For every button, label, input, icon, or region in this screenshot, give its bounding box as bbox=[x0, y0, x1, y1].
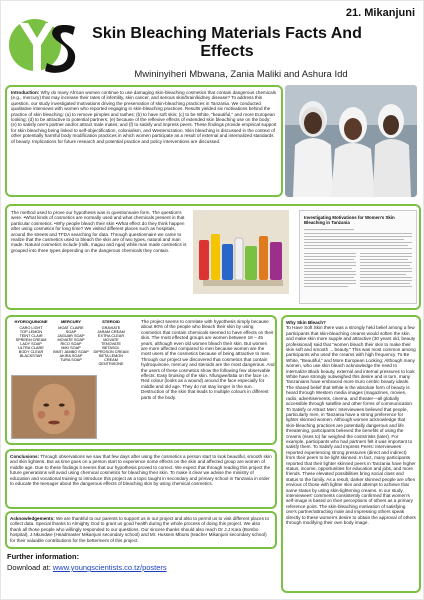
conclusions-heading: Conclusions: bbox=[10, 454, 40, 459]
table-column-mercury bbox=[51, 319, 91, 362]
poster-authors: Mwininyiheri Mbwana, Zania Maliki and Ashura Idd bbox=[134, 69, 348, 80]
table-header: MERCURY bbox=[60, 319, 82, 324]
introduction-body: Why do many African women continue to use damaging skin-bleaching cosmetics that contain dangerous chemicals (e.g., mercury) that may increase their rates of infertility, skin cancer, and serious skin/brain/kidney disease? To address this question, our study investigated motivations driving the preservation of skin-bleaching practices in Tanzania. We conducted qualitative interviews with women who reported engaging in skin-bleaching practices. Results yielded six motivations behind the practice of skin bleaching: (a) to remove pimples and rashes; (b) to have soft skin; (c) to be White, "beautiful," and more European looking; (d) to be attractive to potential partners; (e) because of the reflexive effects of extended skin bleaching use on the body; (e) to satisfy one's partner and/or attract male mates; and (f) to satisfy and impress peers. These findings provide empirical support for skin bleaching being linked to self-objectification, colonialism, and Westernization. Skin bleaching is discussed in the context of other potentially harmful body modification practices in which women participate as a result of external and internalized standards of beauty. Implications for future research and potential practice and policy interventions are discussed. bbox=[11, 90, 277, 144]
table-cell: BODY CLEAR bbox=[18, 350, 44, 354]
young-scientists-logo bbox=[7, 5, 79, 83]
table-cell: JAGUAR SOAP bbox=[57, 334, 85, 338]
table-cell: TOP LEMON bbox=[19, 330, 43, 334]
table-cell: TURA SOAP bbox=[60, 358, 82, 362]
acknowledgements-text bbox=[10, 516, 272, 543]
conclusions-body: Through observations we saw that few days after using the cosmetics a person start to look beautiful, smooth skin and skin lightens. But as time goes on a person start to experience some effects on the skin and affected group are women of middle age. Due to these findings it seems that our hypothesis proved to correct. We expect that through reading this project the future generations will avoid using chemical cosmetics for bleaching their skin. To make it clear we advise the ministry of education and vocational training to introduce this project as a topic taught in secondary and primary school in Tanzania in order to educate the teenager about the dangerous effects of bleaching skin by using chemical cosmetics. bbox=[10, 454, 272, 487]
table-header: HYDROQUINONE bbox=[14, 319, 48, 324]
cosmetic-products-photo bbox=[193, 210, 289, 294]
table-cell: GENTRISONE bbox=[98, 362, 124, 366]
why-skin-bleach-body: To Have Soft Skin there was a strongly held belief among a few participants that skin-bleaching creams would soften the skin and make skin more supple and attractive (30 years old, beauty professional) said that "women bleach their skin to make their skin soft and smooth ... beauty." This was most common among participants who used the creams with high frequency. To Be White, "Beautiful," and More European Looking: Although many women, who use skin bleach acknowledge the need to internalize Black beauty, external and internal pressures to look White have strongly outweighed this desire and in turn, many Tanzanians have embraced more Euro centric beauty ideals. The shared belief that White is the absolute form of beauty is heard through Western media images (magazines, movies, radio, advertisements, cinema, and theater—all globally accessible through satellite and other forms of communication. To Satisfy or Attract Men: Interviewees believed that people, particularly men, in Tanzania have a strong preference for lighter skinned women. Although women acknowledge that skin-bleaching practices are potentially dangerous and life threatening, participants believed the benefits of using the creams (rises to) far weighed the costs/risks (later). For example, participants who had partners felt it was important to satisfy them. To Satisfy and Impress Peers: Interviewees reported experiencing strong pressures (direct and indirect) from their peers to be light skinned. In fact, many participants reported that their lighter skinned peers in Tanzania have higher status, income, opportunities for education and jobs, and more friends. These elevated possibilities bring social class and status to the family. As a result, darker skinned people are often envious of those with lighter skin and attempt to achieve that same status by using skin-lightening creams. In our study, interviewees' comments consistently confirmed that women's self-image is based on their perceptions of others as a primary reference point. The skin-bleaching motivation of satisfying one's partner/attracting male and impressing others speak directly to these women's desire to obtain the approval of others through modifying their own body image. bbox=[286, 325, 416, 526]
conclusions-box bbox=[5, 449, 277, 509]
table-cell: AKIRA SOAP bbox=[59, 354, 83, 358]
table-cell: BINTI JAMBO SOAP bbox=[53, 350, 89, 354]
table-cell: BETASOL bbox=[102, 346, 120, 350]
table-cell: TEINT CLAIR bbox=[19, 334, 43, 338]
table-cell: SOAP bbox=[65, 330, 77, 334]
table-cell: RICO SOAP bbox=[60, 342, 82, 346]
table-cell: ULTRA CLARE bbox=[18, 346, 44, 350]
paper-title: Investigating Motivations for Women's Skin Bleaching in Tanzania bbox=[304, 215, 395, 225]
table-cell: TENOVATE bbox=[101, 342, 121, 346]
why-skin-bleach-heading: Why Skin Bleach? bbox=[286, 320, 326, 325]
results-box bbox=[5, 315, 277, 445]
table-cell: CREAM bbox=[104, 358, 118, 362]
table-cell: DIPROSON CREAM bbox=[93, 350, 129, 354]
skin-effects-photo bbox=[11, 375, 97, 439]
results-text: The project seems to correlate with hypothesis simply because about 90% of the people who bleach their skin by using cosmetics that contain chemicals seemed to have effects on their skin. The most effected groups are women between 18 – 45 years, although even old women bleach their skin. But women are more affected compared to men because women are the most users of the cosmetics because of being attractive to men. Through our project we discovered that cosmetics that contain hydroquinone, mercury and steroids are the most dangerous. And the users of these cosmetics show the following few observable effects. Easy bruising of the skin. Nfungwe/tatia on the face i.e. Red colour (looks as a wound) around the face especially for middle and old age. They do not stay longer in the sun. Destruction of the skin that leads to multiple colours in different parts of the body. bbox=[141, 319, 275, 400]
acknowledgements-heading: Acknowledgements: bbox=[10, 516, 55, 521]
table-cell: CARO LIGHT bbox=[19, 326, 43, 330]
introduction-box bbox=[5, 85, 283, 197]
poster-title: Skin Bleaching Materials Facts And Effects bbox=[92, 25, 362, 60]
download-line bbox=[7, 563, 167, 572]
table-cell: MOAT CLAIRE bbox=[58, 326, 84, 330]
table-cell: GRAVIATE bbox=[101, 326, 121, 330]
why-skin-bleach-text bbox=[286, 320, 416, 525]
paper-text-lines bbox=[300, 227, 416, 297]
chemical-products-table bbox=[11, 319, 131, 375]
table-cell: BETA LEMON bbox=[99, 354, 123, 358]
table-cell: LADY SOAP bbox=[20, 342, 42, 346]
table-header: STEROID bbox=[102, 319, 120, 324]
table-column-steroid bbox=[91, 319, 131, 366]
table-cell: SPREEM CREAM bbox=[15, 338, 47, 342]
acknowledgements-body: We are thankful to our parents to support us in our project and also to permit us to visit different places to collect data. Special thanks to Almighty God to grant us good health during the whole process of doing this project. We also thank all those people who willingly responded to our questions. Our sincere thanks should also reach Dr J.J Kara (Bombo hospital), J.Nkundwe (Headmaster Mikanjuni secondary school) and Mr. Hussein Mbumi (teacher Mikanjuni secondary school) for their valuable contributions for the betterment of this project. bbox=[10, 516, 269, 543]
download-label: Download at: bbox=[7, 563, 53, 572]
table-cell: MOVATE bbox=[103, 338, 119, 342]
table-cell: BLACKSTAR bbox=[19, 354, 43, 358]
methods-text: The method used to prove our hypothesis was in questionnaire form. The question's were. •What kinds of cosmetics are normally used and what chemicals present in that particular cosmetics. •Why people bleach their skin •What effect do they think happen after using cosmetics for long time? We visited different places such as hospitals, around the streets and TFDA searching for data. Through questionnaire we came to realize that the cosmetics used to bleach the skin are of two types, natural and man made. Natural cosmetics include (milk, maguu and ngai) while man made cosmetics is grouped into three types depending on the dangerous chemicals they contain. bbox=[11, 210, 187, 253]
introduction-heading: Introduction: bbox=[11, 90, 40, 95]
introduction-text bbox=[11, 90, 277, 144]
table-cell: MIKI SOAP bbox=[61, 346, 81, 350]
students-photo bbox=[285, 85, 417, 197]
conclusions-text bbox=[10, 454, 272, 486]
acknowledgements-box bbox=[5, 511, 277, 549]
posters-link[interactable]: www.youngscientists.co.tz/posters bbox=[52, 563, 167, 572]
further-information-heading: Further information: bbox=[7, 552, 80, 561]
why-skin-bleach-box bbox=[281, 315, 421, 593]
table-cell: JARAM CREAM bbox=[97, 330, 125, 334]
research-paper-thumbnail bbox=[299, 210, 417, 304]
table-column-hydroquinone bbox=[11, 319, 51, 358]
table-cell: EXTRA CLEAR bbox=[97, 334, 125, 338]
poster-number: 21. Mikanjuni bbox=[345, 7, 415, 19]
table-cell: MOVATE SOAP bbox=[57, 338, 85, 342]
methods-box bbox=[5, 204, 421, 310]
